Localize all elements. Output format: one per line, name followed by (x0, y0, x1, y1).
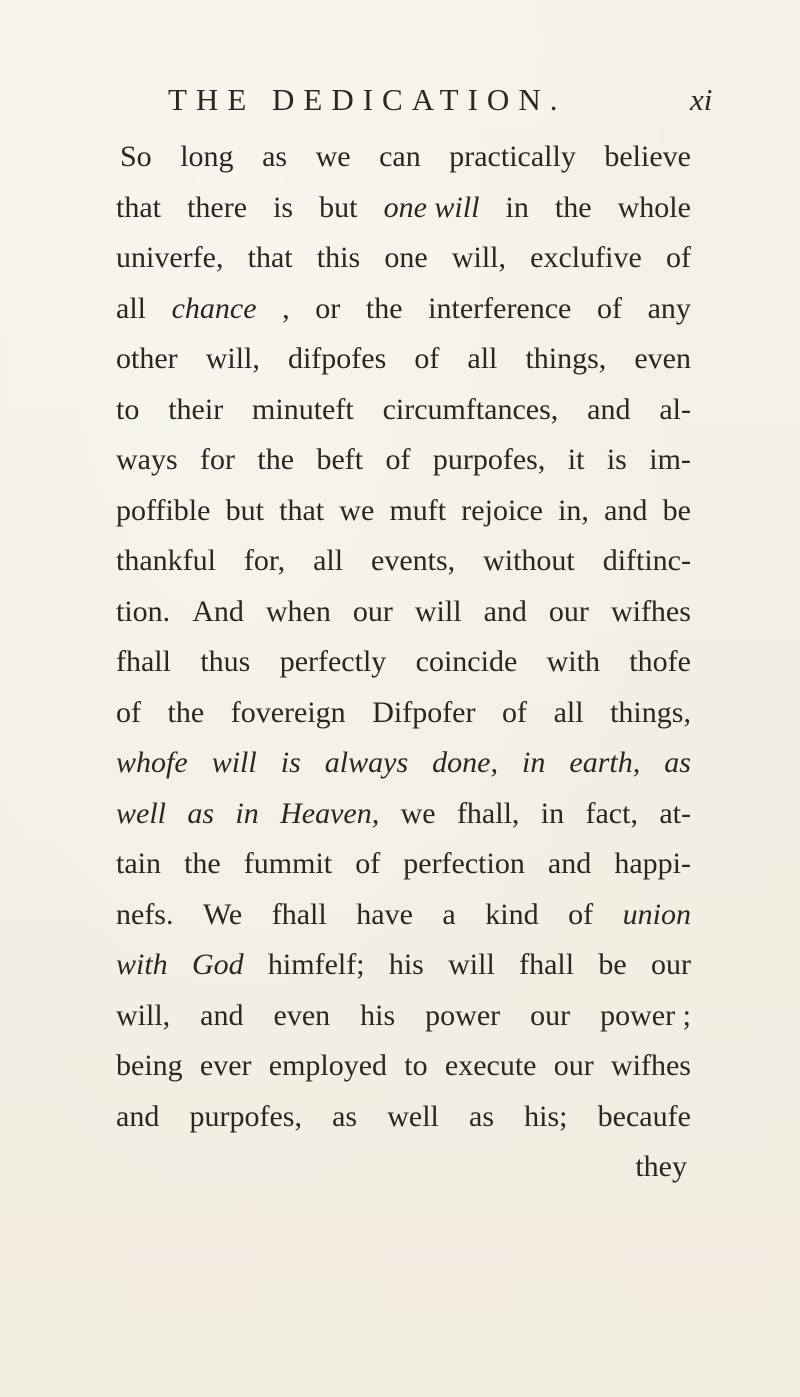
running-head: THE DEDICATION. (168, 82, 567, 117)
word: with (116, 948, 168, 981)
word: power (425, 998, 501, 1032)
word: our (548, 594, 589, 628)
word: without (483, 544, 575, 577)
word: that (279, 493, 325, 527)
word: is (606, 443, 627, 476)
word: difpofes (287, 342, 387, 375)
word: of (665, 241, 691, 274)
word: perfectly (279, 645, 387, 678)
word: happi- (614, 847, 691, 880)
word: to (116, 392, 140, 426)
word: a (442, 897, 456, 931)
word: our (352, 594, 393, 628)
word: there (187, 190, 248, 224)
text-line (116, 486, 691, 537)
word: or (315, 291, 341, 325)
word: purpofes, (432, 443, 546, 476)
word: himfelf; (267, 948, 365, 981)
text-line (116, 839, 691, 890)
word: our (553, 1049, 594, 1082)
word: even (273, 998, 331, 1032)
word: and (604, 493, 648, 527)
word: his (388, 948, 424, 981)
word: as (262, 140, 288, 173)
word: and (116, 1099, 160, 1133)
word: will, (451, 241, 506, 274)
word: when (265, 594, 331, 628)
word: events, (371, 544, 456, 577)
word: long (180, 140, 234, 173)
word: well (116, 796, 166, 830)
word: his (360, 998, 396, 1032)
word: the (554, 190, 592, 224)
text-line (116, 284, 691, 335)
word: in (540, 796, 565, 830)
word: tion. (116, 594, 171, 628)
word: thankful (116, 544, 216, 577)
word: of (568, 897, 594, 931)
word: kind (485, 897, 539, 931)
word: of (596, 291, 622, 325)
word: all (313, 544, 344, 577)
word: we (400, 796, 436, 830)
text-line (116, 587, 691, 638)
word: is (273, 190, 294, 224)
word: things, (525, 342, 607, 375)
word: as (187, 796, 215, 830)
word: interference (428, 291, 572, 325)
word: perfection (403, 847, 525, 880)
word: that (247, 241, 293, 274)
word: execute (444, 1049, 537, 1082)
word: of (414, 342, 440, 375)
word: rejoice (461, 493, 543, 527)
word: be (598, 948, 627, 981)
text-line (116, 183, 691, 234)
word: in (522, 746, 546, 779)
catchword-text: they (635, 1150, 687, 1183)
word: as (469, 1099, 495, 1133)
word: his; (524, 1099, 568, 1133)
word: exclufive (530, 241, 642, 274)
word: all (467, 342, 498, 375)
word: tain (116, 847, 161, 880)
word: and (483, 594, 527, 628)
text-line (116, 385, 691, 436)
word: fact, (585, 796, 638, 830)
word: thus (200, 645, 251, 678)
word: any (647, 291, 691, 325)
word: all (116, 291, 146, 325)
word: is (280, 746, 301, 779)
word: for (200, 443, 236, 476)
word: muft (389, 493, 447, 527)
word: wifhes (610, 594, 691, 628)
word: Heaven, (280, 796, 380, 830)
word: be (662, 493, 691, 527)
word: in, (558, 493, 589, 527)
word: nefs. (116, 897, 174, 931)
word: will (211, 746, 257, 779)
word: of (116, 695, 141, 729)
word: being (116, 1049, 183, 1082)
word: union (622, 897, 691, 931)
text-line (116, 991, 691, 1042)
text-line (116, 890, 691, 941)
word: So (120, 140, 152, 173)
word: ever (199, 1049, 252, 1082)
word: God (191, 948, 244, 981)
word: one (384, 241, 428, 274)
word: power ; (600, 998, 691, 1032)
word: al- (659, 392, 691, 426)
word: practically (449, 140, 576, 173)
word: will, (116, 998, 171, 1032)
text-line (116, 1092, 691, 1143)
word: chance (171, 291, 257, 325)
text-line (116, 688, 691, 739)
text-line (116, 789, 691, 840)
text-line (116, 1041, 691, 1092)
word: , (282, 291, 290, 325)
word: done, (432, 746, 498, 779)
word: ways (116, 443, 178, 476)
text-line (116, 940, 691, 991)
word: whole (617, 190, 691, 224)
word: purpofes, (189, 1099, 302, 1133)
word: will, (205, 342, 260, 375)
word: can (379, 140, 421, 173)
word: We (203, 897, 243, 931)
word: their (168, 392, 224, 426)
word: fovereign (230, 695, 346, 729)
word: with (546, 645, 600, 678)
word: employed (268, 1049, 388, 1082)
word: we (339, 493, 375, 527)
word: diftinc- (602, 544, 691, 577)
word: fummit (243, 847, 333, 880)
word: becaufe (597, 1099, 691, 1133)
word: wifhes (610, 1049, 691, 1082)
word: but (319, 190, 358, 224)
word: our (530, 998, 571, 1032)
word: and (200, 998, 244, 1032)
word: beft (316, 443, 364, 476)
word: believe (604, 140, 691, 173)
word: always (324, 746, 409, 779)
word: the (365, 291, 403, 325)
word: things, (610, 695, 691, 729)
word: Difpofer (372, 695, 476, 729)
word: the (184, 847, 221, 880)
word: to (404, 1049, 428, 1082)
word: in (505, 190, 529, 224)
word: our (650, 948, 691, 981)
word: minuteft (252, 392, 354, 426)
word: of (502, 695, 528, 729)
word: fhall (116, 645, 171, 678)
word: the (167, 695, 205, 729)
word: well (387, 1099, 439, 1133)
word: that (116, 190, 161, 224)
word: we (315, 140, 351, 173)
catchword (116, 1142, 691, 1193)
word: as (664, 746, 691, 779)
word: and (547, 847, 592, 880)
text-line (116, 435, 691, 486)
word: in (235, 796, 259, 830)
word: and (587, 392, 631, 426)
text-line (116, 738, 691, 789)
word: this (316, 241, 361, 274)
text-line (116, 637, 691, 688)
word: of (385, 443, 411, 476)
word: have (356, 897, 413, 931)
word: but (225, 493, 264, 527)
text-line (116, 334, 691, 385)
text-line (116, 233, 691, 284)
word: coincide (415, 645, 518, 678)
word: fhall, (456, 796, 520, 830)
body-text (116, 132, 691, 1193)
word: im- (649, 443, 691, 476)
word: will (414, 594, 462, 628)
word: one will (383, 190, 480, 224)
word: all (553, 695, 584, 729)
word: other (116, 342, 178, 375)
word: at- (659, 796, 691, 830)
word: for, (243, 544, 286, 577)
word: And (192, 594, 244, 628)
word: whofe (116, 746, 188, 779)
word: fhall (519, 948, 575, 981)
word: will (448, 948, 495, 981)
word: the (257, 443, 295, 476)
word: as (332, 1099, 358, 1133)
word: earth, (569, 746, 641, 779)
word: univerfe, (116, 241, 224, 274)
word: of (355, 847, 381, 880)
word: circumftances, (382, 392, 559, 426)
word: poffible (116, 493, 211, 527)
word: thofe (629, 645, 691, 678)
word: even (634, 342, 691, 375)
word: it (567, 443, 585, 476)
page-number: xi (690, 82, 713, 117)
word: fhall (271, 897, 327, 931)
text-line (116, 536, 691, 587)
text-line (116, 132, 691, 183)
